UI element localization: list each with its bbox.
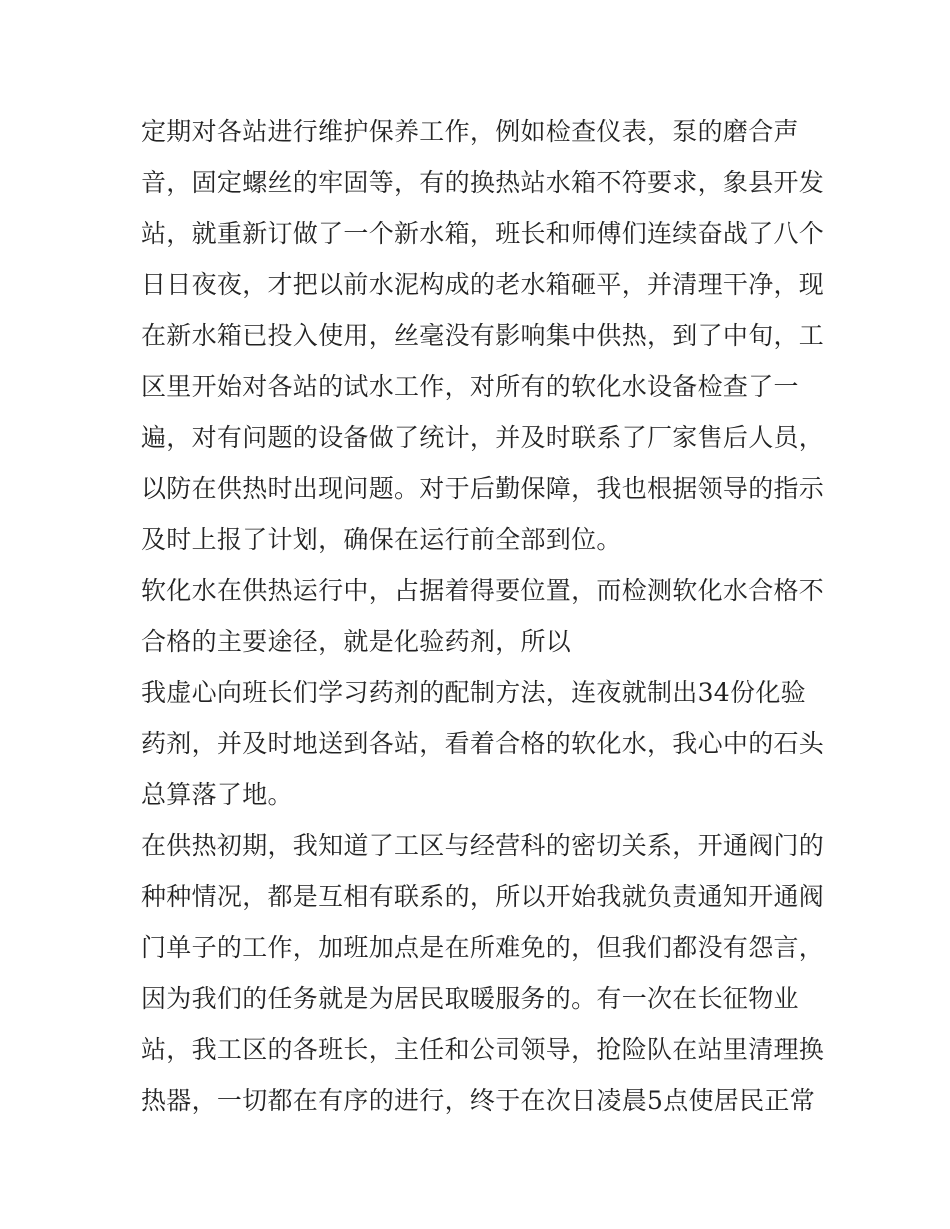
text-line: 软化水在供热运行中，占据着得要位置，而检测软化水合格不 xyxy=(141,576,825,605)
text-line: 种种情况，都是互相有联系的，所以开始我就负责通知开通阀 xyxy=(141,882,825,911)
text-line: 音，固定螺丝的牢固等，有的换热站水箱不符要求，象县开发 xyxy=(141,168,825,197)
text-line: 站，我工区的各班长，主任和公司领导，抢险队在站里清理换 xyxy=(141,1035,825,1064)
text-line: 总算落了地。 xyxy=(141,780,293,809)
text-line: 药剂，并及时地送到各站，看着合格的软化水，我心中的石头 xyxy=(141,729,825,758)
text-line: 遍，对有问题的设备做了统计，并及时联系了厂家售后人员， xyxy=(141,423,825,452)
text-line: 门单子的工作，加班加点是在所难免的，但我们都没有怨言， xyxy=(141,933,825,962)
document-body xyxy=(141,106,825,1126)
text-line: 在供热初期，我知道了工区与经营科的密切关系，开通阀门的 xyxy=(141,831,825,860)
text-line: 站，就重新订做了一个新水箱，班长和师傅们连续奋战了八个 xyxy=(141,219,825,248)
text-line: 我虚心向班长们学习药剂的配制方法，连夜就制出34份化验 xyxy=(141,678,806,707)
text-line: 及时上报了计划，确保在运行前全部到位。 xyxy=(141,525,622,554)
text-line: 区里开始对各站的试水工作，对所有的软化水设备检查了一 xyxy=(141,372,799,401)
text-line: 日日夜夜，才把以前水泥构成的老水箱砸平，并清理干净，现 xyxy=(141,270,825,299)
text-line: 在新水箱已投入使用，丝毫没有影响集中供热，到了中旬，工 xyxy=(141,321,825,350)
text-line: 因为我们的任务就是为居民取暖服务的。有一次在长征物业 xyxy=(141,984,799,1013)
text-line: 以防在供热时出现问题。对于后勤保障，我也根据领导的指示 xyxy=(141,474,825,503)
text-line: 定期对各站进行维护保养工作，例如检查仪表，泵的磨合声 xyxy=(141,117,799,146)
text-line: 合格的主要途径，就是化验药剂，所以 xyxy=(141,627,572,656)
text-line: 热器，一切都在有序的进行，终于在次日凌晨5点使居民正常 xyxy=(141,1086,816,1115)
